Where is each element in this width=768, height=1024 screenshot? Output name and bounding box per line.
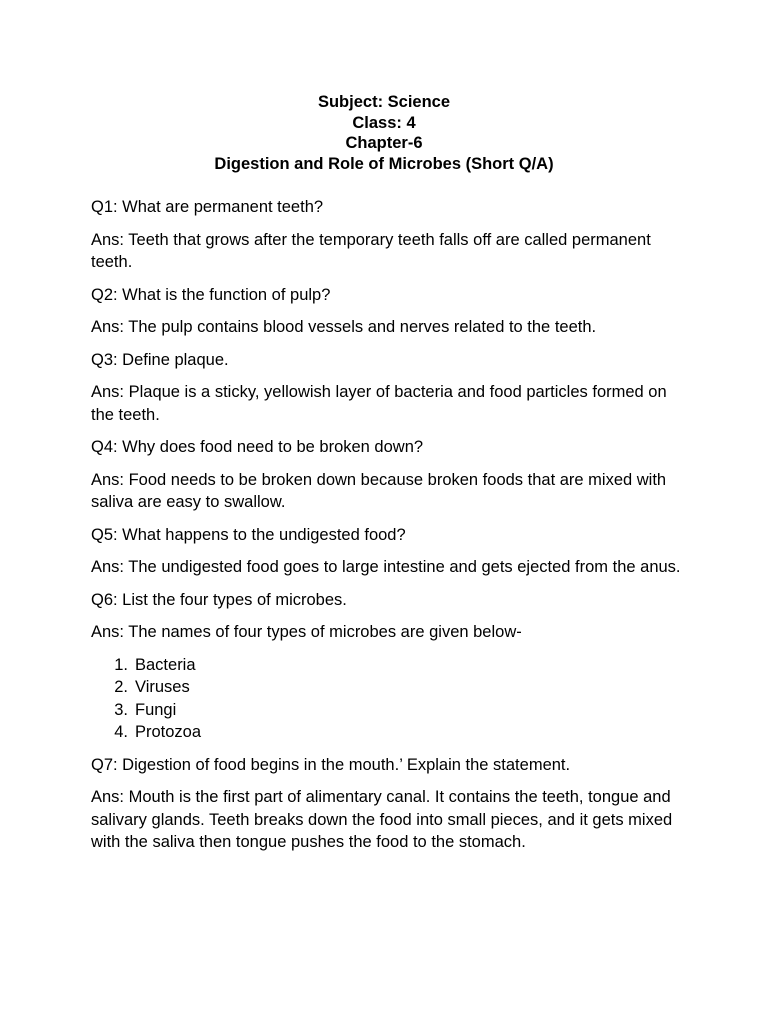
- question-7: Q7: Digestion of food begins in the mouth.’ Explain the statement.: [91, 755, 571, 774]
- document-title: Digestion and Role of Microbes (Short Q/A): [214, 154, 554, 173]
- answer-5: Ans: The undigested food goes to large intestine and gets ejected from the anus.: [91, 558, 681, 576]
- list-number: 1.: [114, 655, 128, 674]
- question-3: Q3: Define plaque.: [91, 350, 229, 369]
- answer-4: Ans: Food needs to be broken down because broken foods that are mixed with saliva are easy to swallow.: [91, 470, 667, 511]
- answer-3: Ans: Plaque is a sticky, yellowish layer of bacteria and food particles formed on the teeth.: [91, 383, 667, 424]
- list-number: 2.: [114, 678, 128, 696]
- list-text: Protozoa: [135, 723, 202, 741]
- list-item: [91, 721, 691, 744]
- class-line: Class: 4: [352, 113, 416, 132]
- answer-7: Ans: Mouth is the first part of alimentary canal. It contains the teeth, tongue and salivary glands. Teeth breaks down the food into small pieces, and it gets mixed with the saliva then tongue pushes the food to the stomach.: [91, 788, 673, 851]
- question-2: Q2: What is the function of pulp?: [91, 285, 331, 304]
- subject-line: Subject: Science: [317, 93, 451, 111]
- qa-list: [91, 196, 691, 854]
- answer-6: Ans: The names of four types of microbes are given below-: [91, 623, 522, 641]
- list-number: 4.: [114, 723, 128, 741]
- list-text: Bacteria: [135, 655, 196, 674]
- question-5: Q5: What happens to the undigested food?: [91, 525, 406, 544]
- answer-1: Ans: Teeth that grows after the temporary teeth falls off are called permanent teeth.: [91, 230, 651, 271]
- microbe-types-list: [91, 654, 691, 744]
- list-text: Fungi: [135, 700, 177, 719]
- list-text: Viruses: [135, 678, 190, 696]
- question-6: Q6: List the four types of microbes.: [91, 590, 347, 609]
- list-item: [91, 676, 691, 699]
- list-item: [91, 654, 691, 677]
- list-item: [91, 699, 691, 722]
- answer-2: Ans: The pulp contains blood vessels and nerves related to the teeth.: [91, 318, 597, 336]
- document-header: [91, 92, 677, 174]
- list-number: 3.: [114, 700, 128, 719]
- question-4: Q4: Why does food need to be broken down?: [91, 438, 424, 456]
- document-page: [91, 92, 691, 864]
- chapter-line: Chapter-6: [345, 134, 423, 152]
- question-1: Q1: What are permanent teeth?: [91, 198, 324, 216]
